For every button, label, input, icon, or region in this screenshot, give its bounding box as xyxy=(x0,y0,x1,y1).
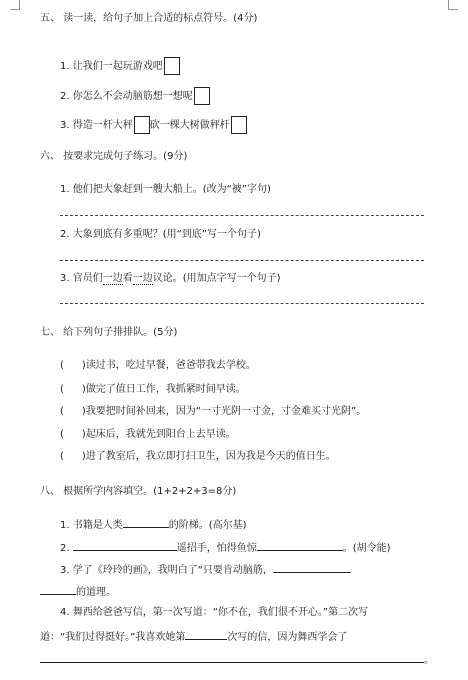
section8-title: 八、 根据所学内容填空。(1+2+2+3=8分) xyxy=(40,486,237,497)
ordering-sentence: 我要把时间补回来，因为“一寸光阴一寸金，寸金难买寸光阴”。 xyxy=(85,406,367,417)
fill-text: 的道理。 xyxy=(76,587,116,598)
section8-item1 xyxy=(60,517,247,533)
close-paren: ) xyxy=(81,451,86,462)
fill-blank[interactable] xyxy=(185,629,227,640)
section5-title: 五、 读一读，给句子加上合适的标点符号。(4分) xyxy=(40,13,258,24)
fill-text: 。(胡令能) xyxy=(342,543,391,554)
ordering-row xyxy=(60,359,256,373)
punctuation-answer-box[interactable] xyxy=(134,116,150,134)
end-mark: 。 xyxy=(424,655,434,666)
section5-item3-text: 3. 得造一杆大秤 xyxy=(60,120,133,131)
punctuation-answer-box[interactable] xyxy=(164,57,180,75)
section5-item3 xyxy=(60,116,247,134)
ordering-sentence: 进了教室后，我立即打扫卫生，因为我是今天的值日生。 xyxy=(85,451,336,462)
ordering-sentence: 起床后，我就先到阳台上去早读。 xyxy=(85,429,236,440)
ordering-row xyxy=(60,428,236,442)
fill-text: 2. xyxy=(60,543,70,554)
section6-item3-part: 议论。(用加点字写一个句子) xyxy=(152,273,281,284)
section6-item2: 2. 大象到底有多重呢？(用“到底”写一个句子) xyxy=(60,229,261,240)
fill-blank[interactable] xyxy=(73,540,177,551)
fill-text: 的阶梯。(高尔基) xyxy=(168,520,247,531)
section5-item1 xyxy=(60,57,180,75)
close-paren: ) xyxy=(81,360,86,371)
fill-blank[interactable] xyxy=(257,540,343,551)
section8-item3-line2 xyxy=(40,584,116,600)
section5-item3-text2: 砍一棵大树做秤杆 xyxy=(149,120,230,131)
fill-text: 1. 书籍是人类 xyxy=(60,520,123,531)
fill-text: 遥招手，怕得鱼惊 xyxy=(176,543,257,554)
ordering-sentence: 做完了值日工作，我抓紧时间早读。 xyxy=(85,384,246,395)
fill-blank[interactable] xyxy=(40,584,76,595)
ordering-row xyxy=(60,383,246,397)
section5-item1-text: 1. 让我们一起玩游戏吧 xyxy=(60,61,163,72)
answer-line[interactable] xyxy=(60,260,424,261)
section8-item4-line2 xyxy=(40,629,347,645)
ordering-row xyxy=(60,450,336,464)
ordering-sentence: 读过书，吃过早餐，爸爸带我去学校。 xyxy=(85,360,256,371)
answer-line[interactable] xyxy=(60,215,424,216)
fill-text: 道：“我们过得挺好。”我喜欢她第 xyxy=(40,632,186,643)
answer-line[interactable] xyxy=(60,303,424,304)
section6-item3-part: 看 xyxy=(122,273,133,284)
punctuation-answer-box[interactable] xyxy=(231,116,247,134)
section6-item3 xyxy=(60,272,281,286)
fill-blank[interactable] xyxy=(273,562,351,573)
emphasized-word: 一边 xyxy=(102,273,123,284)
fill-blank[interactable] xyxy=(123,517,169,528)
section6-title: 六、 按要求完成句子练习。(9分) xyxy=(40,151,188,162)
close-paren: ) xyxy=(81,429,86,440)
section8-item4-line3 xyxy=(40,652,434,668)
section8-item3-line1 xyxy=(60,562,351,578)
section8-item4-line1: 4. 舞西给爸爸写信，第一次写道：“你不在，我们很不开心。”第二次写 xyxy=(60,607,369,618)
close-paren: ) xyxy=(81,406,86,417)
section5-item2-text: 2. 你怎么不会动脑筋想一想呢 xyxy=(60,91,193,102)
section5-item2 xyxy=(60,87,210,105)
fill-text: 3. 学了《玲玲的画》，我明白了“只要肯动脑筋， xyxy=(60,565,273,576)
open-paren: ( xyxy=(60,406,64,417)
open-paren: ( xyxy=(60,384,64,395)
punctuation-answer-box[interactable] xyxy=(194,87,210,105)
close-paren: ) xyxy=(81,384,86,395)
ordering-row xyxy=(60,405,366,419)
fill-text: 次写的信，因为舞西学会了 xyxy=(227,632,348,643)
page-corner-mark-right xyxy=(448,0,458,10)
open-paren: ( xyxy=(60,360,64,371)
emphasized-word: 一边 xyxy=(132,273,153,284)
section6-item1: 1. 他们把大象赶到一艘大船上。(改为“被”字句) xyxy=(60,184,271,195)
open-paren: ( xyxy=(60,429,64,440)
section8-item2 xyxy=(60,540,391,556)
open-paren: ( xyxy=(60,451,64,462)
page-corner-mark-left xyxy=(10,0,20,10)
fill-blank[interactable] xyxy=(40,652,424,663)
section6-item3-part: 3. 官员们 xyxy=(60,273,103,284)
section7-title: 七、 给下列句子排排队。(5分) xyxy=(40,327,178,338)
